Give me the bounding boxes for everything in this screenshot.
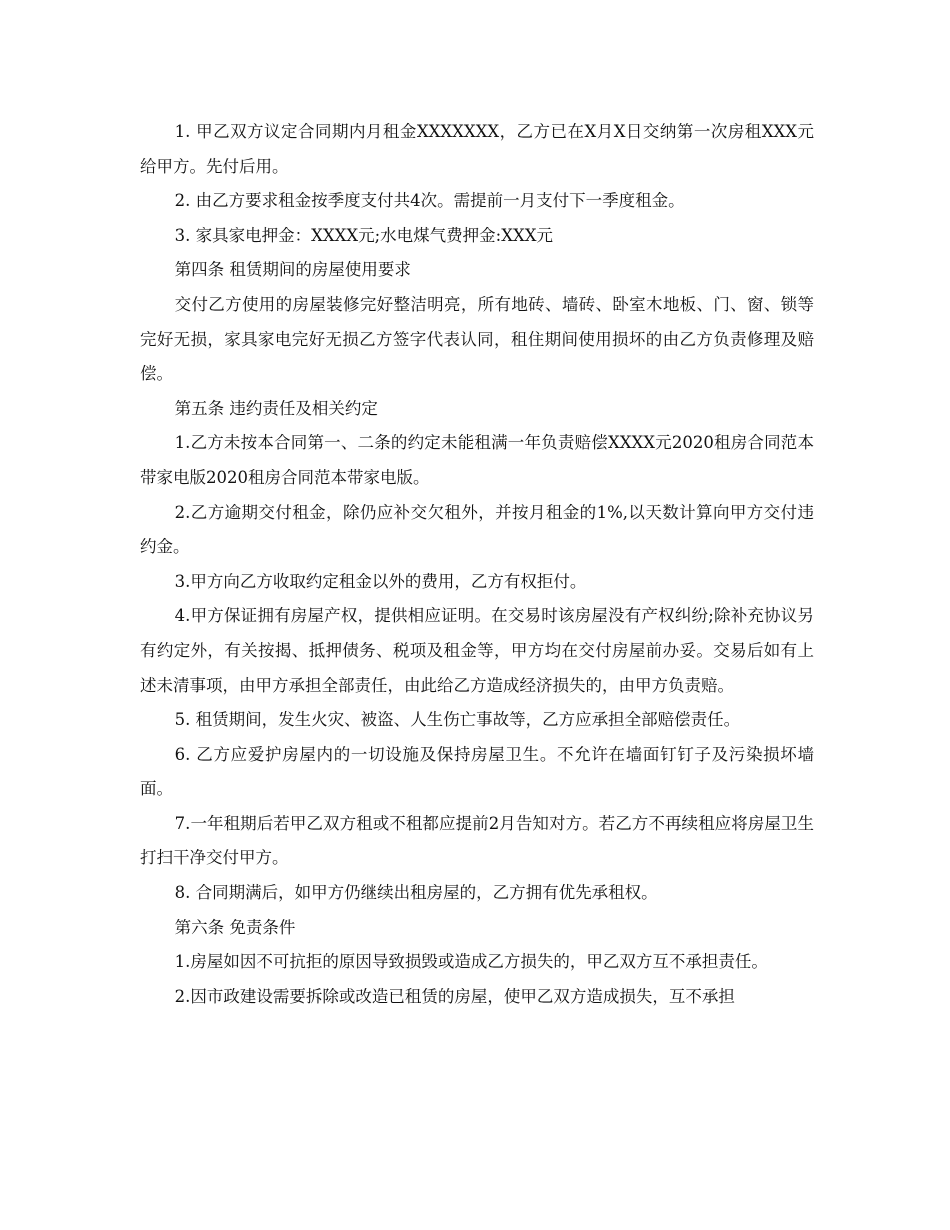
clause-rent-payment-schedule: 2. 由乙方要求租金按季度支付共4次。需提前一月支付下一季度租金。 — [174, 191, 685, 211]
article-6-item-2: 2.因市政建设需要拆除或改造已租赁的房屋，使甲乙双方造成损失，互不承担 — [174, 986, 735, 1006]
article-5-item-3: 3.甲方向乙方收取约定租金以外的费用，乙方有权拒付。 — [174, 571, 587, 591]
article-5-item-1: 1.乙方未按本合同第一、二条的约定未能租满一年负责赔偿XXXX元2020租房合同范本带家电版2020租房合同范本带家电版。 — [140, 433, 814, 487]
article-5-item-2: 2.乙方逾期交付租金，除仍应补交欠租外，并按月租金的1%,以天数计算向甲方交付违约金。 — [140, 502, 814, 557]
clause-rent-amount: 1. 甲乙双方议定合同期内月租金XXXXXXX，乙方已在X月X日交纳第一次房租XXX元给甲方。先付后用。 — [140, 122, 814, 176]
article-5-heading: 第五条 违约责任及相关约定 — [174, 398, 378, 418]
article-6-item-1: 1.房屋如因不可抗拒的原因导致损毁或造成乙方损失的，甲乙双方互不承担责任。 — [174, 952, 768, 972]
article-5-item-5: 5. 租赁期间，发生火灾、被盗、人生伤亡事故等，乙方应承担全部赔偿责任。 — [174, 710, 741, 730]
article-5-item-7: 7.一年租期后若甲乙双方租或不租都应提前2月告知对方。若乙方不再续租应将房屋卫生打扫干净交付甲方。 — [140, 813, 814, 868]
article-6-heading: 第六条 免责条件 — [174, 917, 296, 937]
article-5-item-6: 6. 乙方应爱护房屋内的一切设施及保持房屋卫生。不允许在墙面钉钉子及污染损坏墙面。 — [140, 744, 814, 799]
article-4-body: 交付乙方使用的房屋装修完好整洁明亮，所有地砖、墙砖、卧室木地板、门、窗、锁等完好无损，家具家电完好无损乙方签字代表认同，租住期间使用损坏的由乙方负责修理及赔偿。 — [140, 294, 814, 384]
article-5-item-4: 4.甲方保证拥有房屋产权，提供相应证明。在交易时该房屋没有产权纠纷;除补充协议另有约定外，有关按揭、抵押债务、税项及租金等，甲方均在交付房屋前办妥。交易后如有上述未清事项，由甲方承担全部责任，由此给乙方造成经济损失的，由甲方负责赔。 — [140, 606, 814, 695]
article-4-heading: 第四条 租赁期间的房屋使用要求 — [174, 260, 411, 280]
document-body — [140, 115, 814, 1014]
article-5-item-8: 8. 合同期满后，如甲方仍继续出租房屋的，乙方拥有优先承租权。 — [174, 883, 658, 903]
clause-deposits: 3. 家具家电押金：XXXX元;水电煤气费押金:XXX元 — [174, 225, 553, 245]
